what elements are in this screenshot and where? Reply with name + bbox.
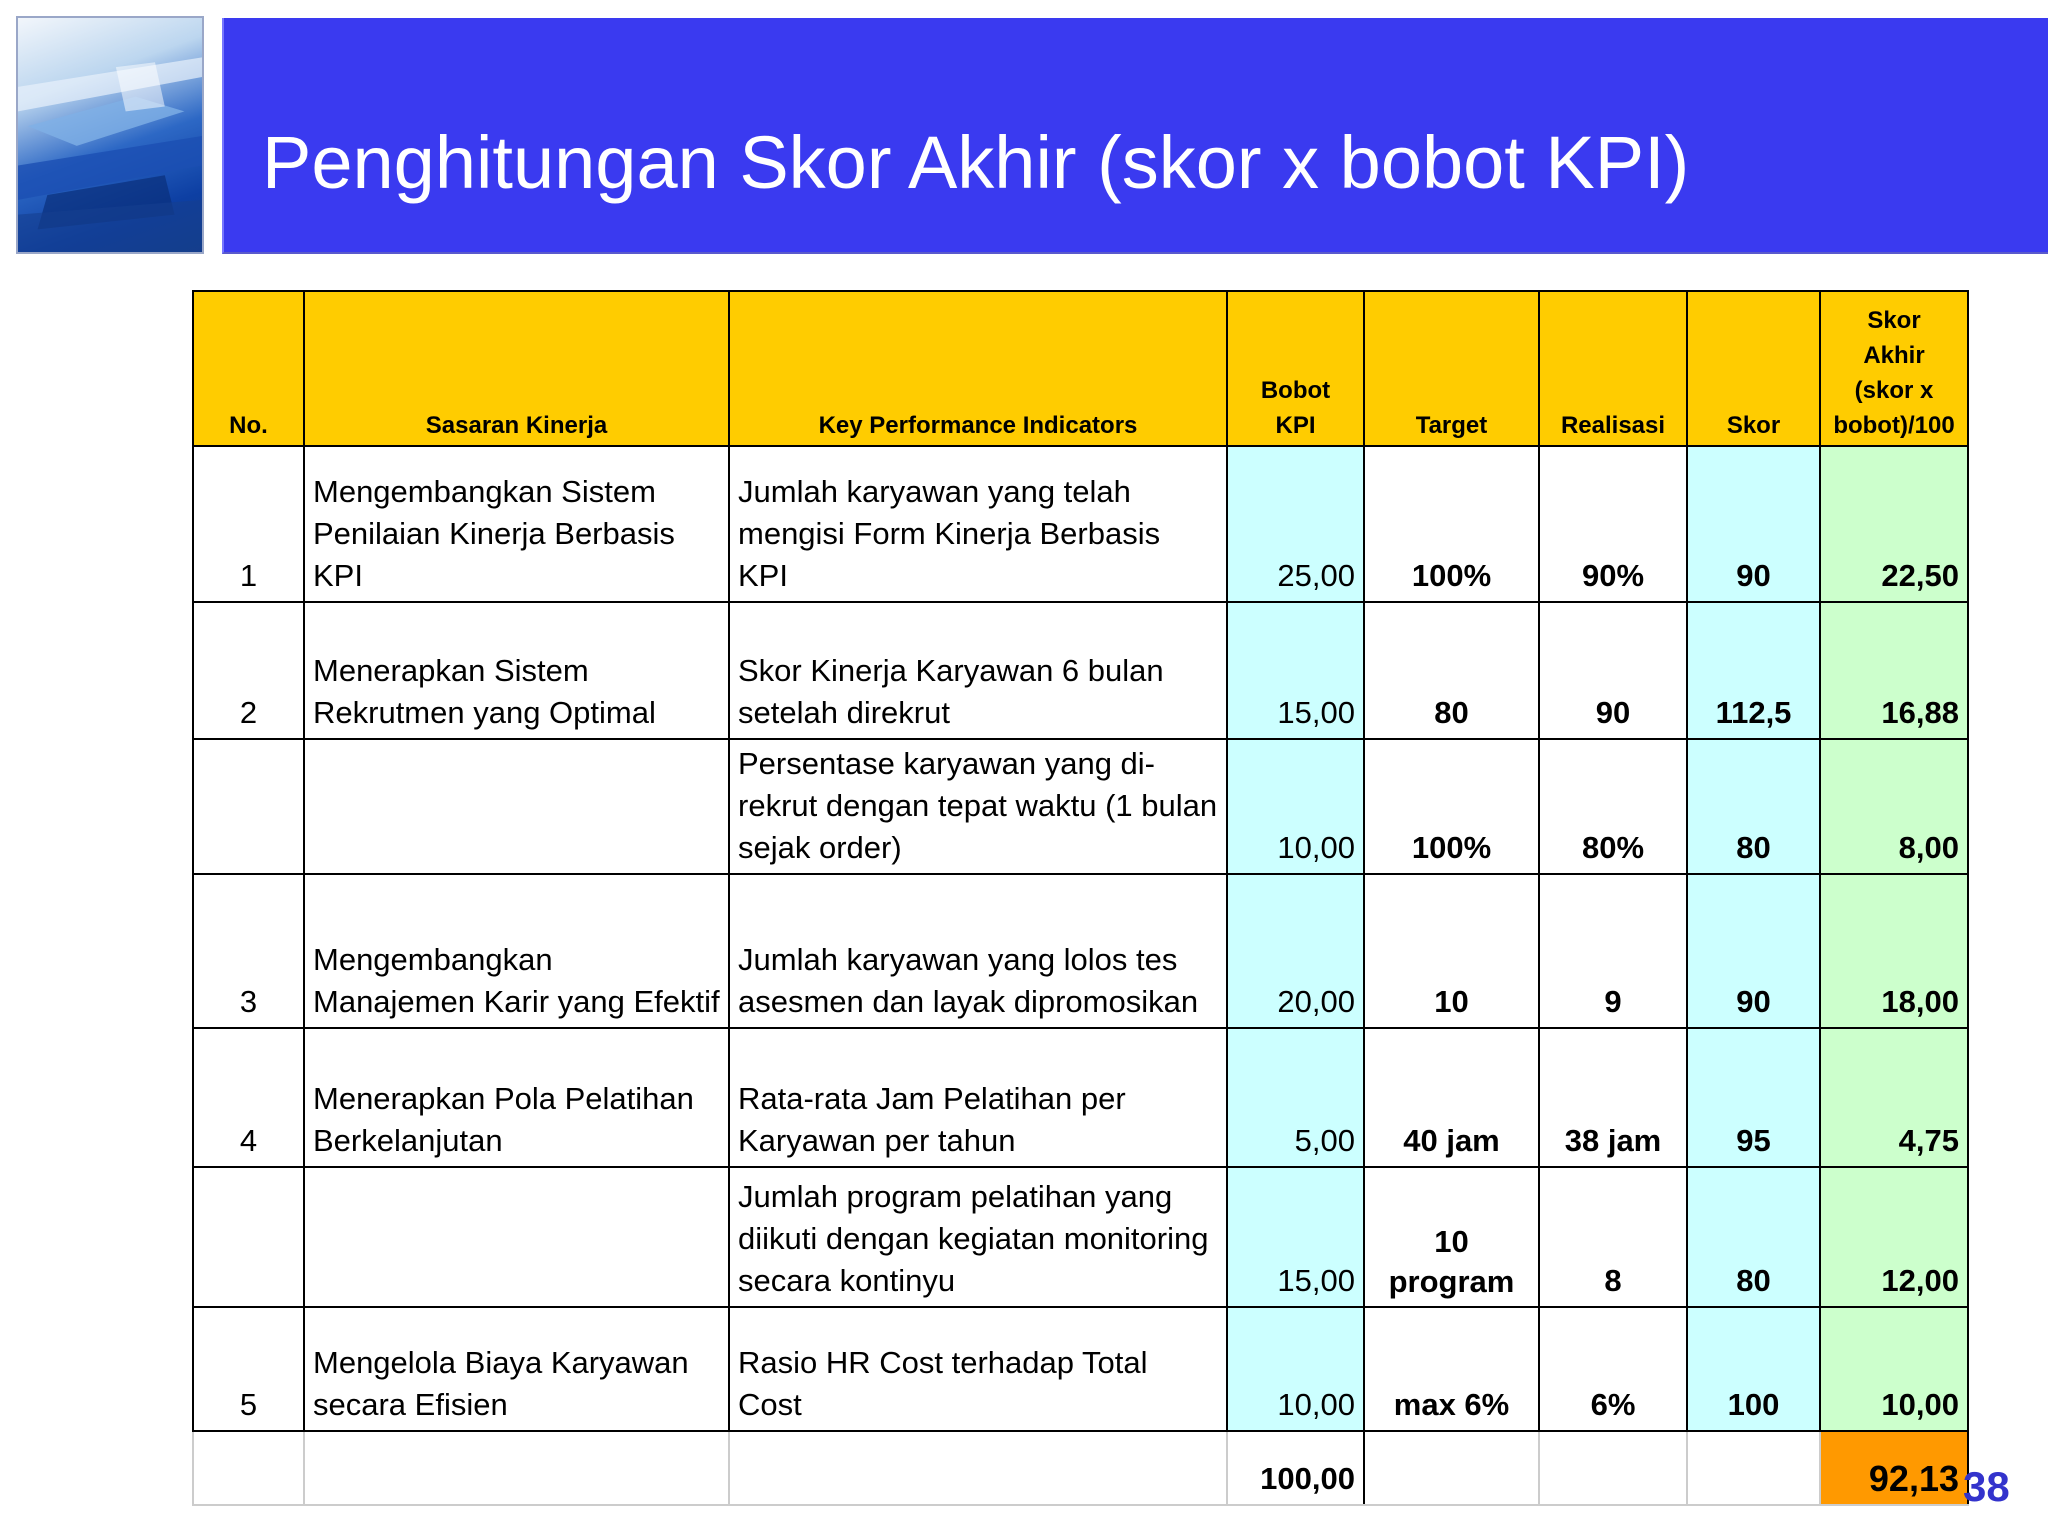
cell-skor-akhir: 16,88: [1820, 602, 1968, 739]
cell-skor: 90: [1687, 446, 1820, 602]
cell-realisasi: 90: [1539, 602, 1687, 739]
cell-kpi: Jumlah karyawan yang lolos tes asesmen dan layak dipromosikan: [729, 874, 1227, 1028]
cell-realisasi: 8: [1539, 1167, 1687, 1307]
cell-bobot: 15,00: [1227, 1167, 1364, 1307]
cell-no: 4: [193, 1028, 304, 1167]
slide-title: Penghitungan Skor Akhir (skor x bobot KPI): [262, 121, 1690, 204]
cell-sasaran: [304, 739, 729, 874]
cell-kpi: Jumlah program pelatihan yang diikuti dengan kegiatan monitoring secara kontinyu: [729, 1167, 1227, 1307]
table-row: [193, 446, 1968, 602]
header-no: No.: [193, 291, 304, 446]
cell-target: 100%: [1364, 739, 1539, 874]
cell-bobot: 10,00: [1227, 1307, 1364, 1431]
cell-kpi: Rata-rata Jam Pelatihan per Karyawan per tahun: [729, 1028, 1227, 1167]
cell-skor: 80: [1687, 739, 1820, 874]
cell-bobot: 5,00: [1227, 1028, 1364, 1167]
cell-skor-akhir: 18,00: [1820, 874, 1968, 1028]
header-skor-akhir: Skor Akhir (skor x bobot)/100: [1820, 291, 1968, 446]
cell-target: max 6%: [1364, 1307, 1539, 1431]
cell-target: 40 jam: [1364, 1028, 1539, 1167]
header-bobot-kpi: Bobot KPI: [1227, 291, 1364, 446]
cell-skor-akhir: 4,75: [1820, 1028, 1968, 1167]
cell-skor-akhir: 22,50: [1820, 446, 1968, 602]
header-target: Target: [1364, 291, 1539, 446]
cell-sasaran: Mengembangkan Sistem Penilaian Kinerja Berbasis KPI: [304, 446, 729, 602]
cell-skor: 90: [1687, 874, 1820, 1028]
slide-logo-image: [16, 16, 204, 254]
header-sasaran-kinerja: Sasaran Kinerja: [304, 291, 729, 446]
cell-empty: [1687, 1431, 1820, 1505]
table-row: [193, 874, 1968, 1028]
table-row: [193, 739, 1968, 874]
cell-realisasi: 90%: [1539, 446, 1687, 602]
cell-skor: 112,5: [1687, 602, 1820, 739]
title-bar: [222, 18, 2048, 254]
cell-kpi: Skor Kinerja Karyawan 6 bulan setelah direkrut: [729, 602, 1227, 739]
cell-sasaran: Menerapkan Pola Pelatihan Berkelanjutan: [304, 1028, 729, 1167]
cell-target: 10 program: [1364, 1167, 1539, 1307]
cell-no: [193, 1167, 304, 1307]
cell-empty: [729, 1431, 1227, 1505]
table-row: [193, 602, 1968, 739]
header-skor: Skor: [1687, 291, 1820, 446]
cell-bobot: 15,00: [1227, 602, 1364, 739]
cell-no: 5: [193, 1307, 304, 1431]
cell-skor-akhir: 12,00: [1820, 1167, 1968, 1307]
cell-no: 2: [193, 602, 304, 739]
cell-skor: 95: [1687, 1028, 1820, 1167]
cell-skor: 80: [1687, 1167, 1820, 1307]
total-bobot: 100,00: [1227, 1431, 1364, 1505]
cell-sasaran: [304, 1167, 729, 1307]
cell-empty: [193, 1431, 304, 1505]
cell-kpi: Jumlah karyawan yang telah mengisi Form Kinerja Berbasis KPI: [729, 446, 1227, 602]
kpi-score-table: [192, 290, 1969, 1506]
cell-realisasi: 80%: [1539, 739, 1687, 874]
table-row: [193, 1028, 1968, 1167]
cell-kpi: Rasio HR Cost terhadap Total Cost: [729, 1307, 1227, 1431]
cell-skor: 100: [1687, 1307, 1820, 1431]
page-number: 38: [1963, 1463, 2010, 1510]
cell-sasaran: Mengembangkan Manajemen Karir yang Efektif: [304, 874, 729, 1028]
header-realisasi: Realisasi: [1539, 291, 1687, 446]
cell-bobot: 25,00: [1227, 446, 1364, 602]
header-key-performance-indicators: Key Performance Indicators: [729, 291, 1227, 446]
cell-no: 1: [193, 446, 304, 602]
cell-realisasi: 6%: [1539, 1307, 1687, 1431]
cell-realisasi: 9: [1539, 874, 1687, 1028]
table-total-row: [193, 1431, 1968, 1505]
cell-sasaran: Mengelola Biaya Karyawan secara Efisien: [304, 1307, 729, 1431]
table-row: [193, 1307, 1968, 1431]
total-skor-akhir: 92,13: [1820, 1431, 1968, 1505]
cell-bobot: 20,00: [1227, 874, 1364, 1028]
cell-target: 100%: [1364, 446, 1539, 602]
cell-kpi: Persentase karyawan yang di-rekrut dengan tepat waktu (1 bulan sejak order): [729, 739, 1227, 874]
cell-skor-akhir: 10,00: [1820, 1307, 1968, 1431]
cell-bobot: 10,00: [1227, 739, 1364, 874]
table-header-row: [193, 291, 1968, 446]
cell-empty: [1364, 1431, 1539, 1505]
cell-empty: [304, 1431, 729, 1505]
cell-no: 3: [193, 874, 304, 1028]
table-row: [193, 1167, 1968, 1307]
cell-realisasi: 38 jam: [1539, 1028, 1687, 1167]
cell-empty: [1539, 1431, 1687, 1505]
cell-skor-akhir: 8,00: [1820, 739, 1968, 874]
cell-target: 10: [1364, 874, 1539, 1028]
cell-sasaran: Menerapkan Sistem Rekrutmen yang Optimal: [304, 602, 729, 739]
cell-target: 80: [1364, 602, 1539, 739]
cell-no: [193, 739, 304, 874]
